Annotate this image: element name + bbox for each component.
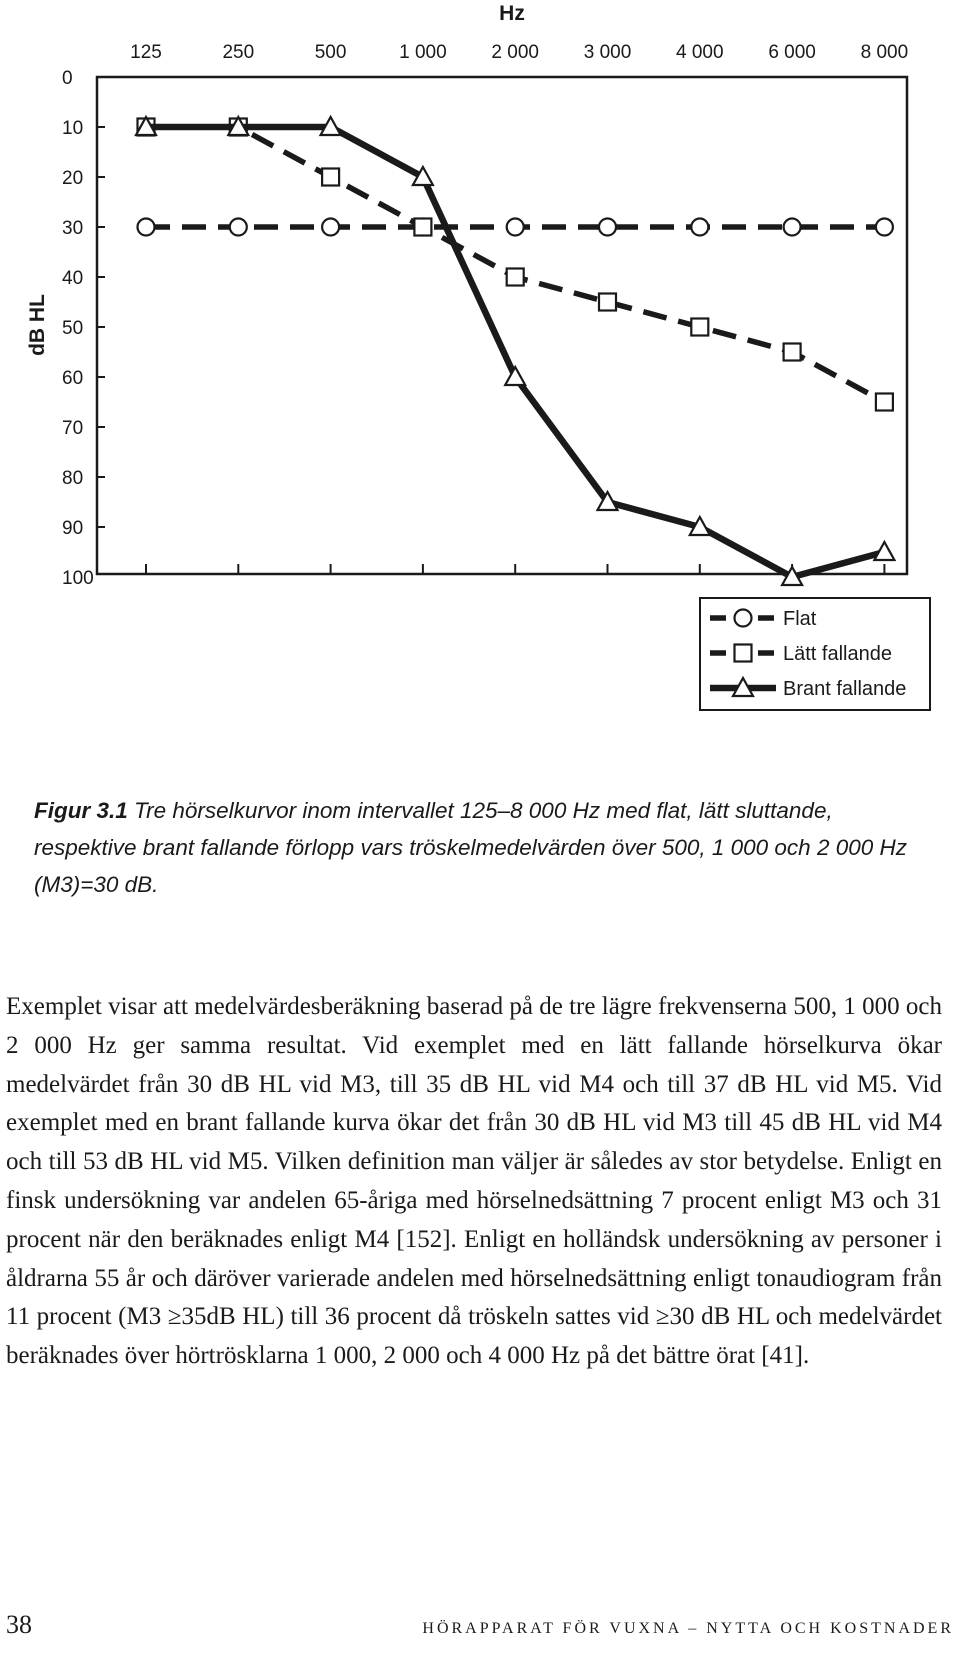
page-number: 38	[6, 1610, 32, 1639]
series-layer	[136, 117, 894, 585]
y-tick-label: 0	[62, 68, 73, 89]
data-point	[322, 169, 339, 186]
data-point	[784, 219, 801, 236]
plot-frame	[97, 77, 907, 574]
data-point	[784, 344, 801, 361]
legend-item	[710, 643, 892, 665]
x-tick-label: 4 000	[676, 42, 724, 63]
y-axis-ticks	[62, 68, 105, 589]
figure-caption-text: Tre hörselkurvor inom intervallet 125–8 000 Hz med flat, lätt sluttande, respektive brant fallande förlopp vars tröskelmedelvärden över 500, 1 000 och 2 000 Hz (M3)=30 dB.	[34, 798, 908, 897]
x-axis-title: Hz	[499, 2, 525, 25]
y-tick-label: 20	[62, 168, 84, 189]
running-title: HÖRAPPARAT FÖR VUXNA – NYTTA OCH KOSTNADER	[422, 1620, 954, 1637]
data-point	[505, 367, 525, 385]
data-point	[691, 319, 708, 336]
y-tick-label: 30	[62, 218, 84, 239]
series-line	[146, 127, 884, 402]
x-tick-label: 500	[314, 42, 347, 63]
y-tick-label: 70	[62, 418, 84, 439]
y-tick-label: 100	[62, 568, 94, 589]
figure-label: Figur 3.1	[34, 798, 128, 823]
data-point	[599, 219, 616, 236]
legend-swatch-marker	[735, 645, 752, 662]
x-tick-label: 250	[222, 42, 255, 63]
legend	[700, 598, 930, 710]
y-tick-label: 50	[62, 318, 84, 339]
data-point	[507, 269, 524, 286]
data-point	[599, 294, 616, 311]
legend-label: Brant fallande	[783, 678, 907, 700]
x-tick-label: 1 000	[399, 42, 447, 63]
y-axis-title: dB HL	[26, 294, 49, 356]
y-tick-label: 10	[62, 118, 84, 139]
body-paragraph: Exemplet visar att medelvärdesberäkning baserad på de tre lägre frekvenserna 500, 1 000 och 2 000 Hz ger samma resultat. Vid exemplet med en lätt fallande hörselkurva ökar medelvärdet från 30 dB HL vid M3, till 35 dB HL vid M4 och till 37 dB HL vid M5. Vid exemplet med en brant fallande kurva ökar det från 30 dB HL vid M3 till 45 dB HL vid M4 och till 53 dB HL vid M5. Vilken definition man väljer är således av stor betydelse. Enligt en finsk undersökning var andelen 65-åriga med hörselnedsättning 7 procent enligt M3 och 31 procent när den beräknades enligt M4 [152]. Enligt en holländsk undersökning av personer i åldrarna 55 år och däröver varierade andelen med hörselnedsättning enligt tonaudiogram från 11 procent (M3 ≥35dB HL) till 36 procent då tröskeln sattes vid ≥30 dB HL och medelvärdet beräknades över hörtrösklarna 1 000, 2 000 och 4 000 Hz på det bättre örat [41].	[6, 993, 942, 1370]
y-tick-label: 40	[62, 268, 84, 289]
audiogram-chart	[0, 0, 960, 720]
y-tick-label: 90	[62, 518, 84, 539]
x-tick-label: 6 000	[768, 42, 816, 63]
data-point	[322, 219, 339, 236]
legend-label: Flat	[783, 608, 817, 630]
y-tick-label: 60	[62, 368, 84, 389]
legend-swatch-marker	[735, 610, 752, 627]
x-tick-label: 3 000	[583, 42, 632, 63]
series-line	[146, 127, 884, 577]
figure-caption	[34, 792, 934, 903]
data-point	[691, 219, 708, 236]
x-tick-label: 8 000	[860, 42, 909, 63]
data-point	[507, 219, 524, 236]
series-brant-fallande	[136, 117, 894, 585]
x-tick-label: 2 000	[491, 42, 539, 63]
data-point	[138, 219, 155, 236]
x-tick-label: 125	[130, 42, 162, 63]
y-tick-label: 80	[62, 468, 84, 489]
data-point	[876, 219, 893, 236]
data-point	[876, 394, 893, 411]
legend-label: Lätt fallande	[783, 643, 892, 665]
data-point	[414, 219, 431, 236]
data-point	[230, 219, 247, 236]
series-flat	[138, 219, 893, 236]
